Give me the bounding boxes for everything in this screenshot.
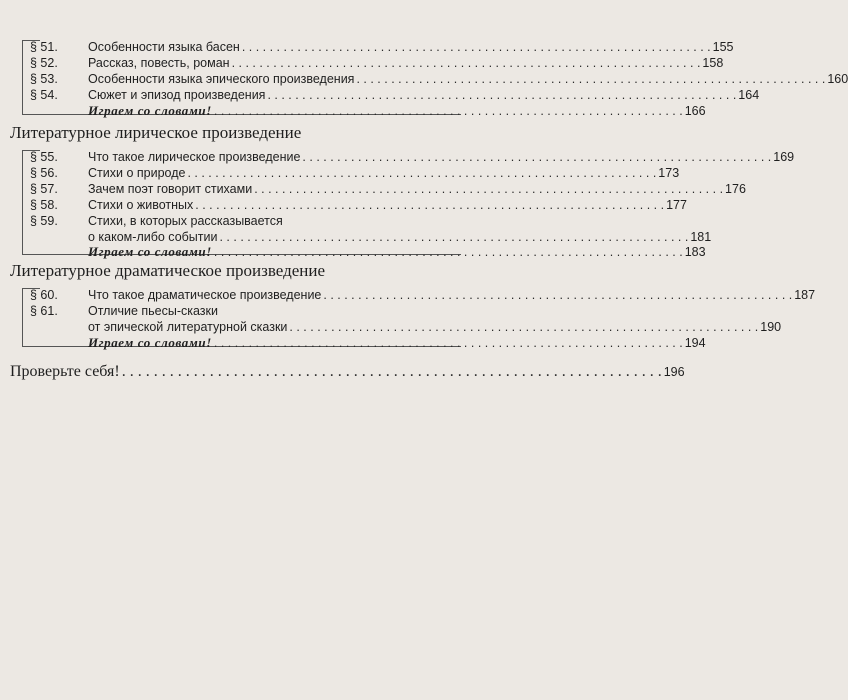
page-number: 169	[773, 150, 795, 164]
entry-title: Особенности языка басен	[88, 40, 240, 54]
entry-title: Сюжет и эпизод произведения	[88, 88, 266, 102]
page-number: 183	[684, 245, 706, 259]
page-number: 177	[666, 198, 687, 212]
entry-title: Что такое лирическое произведение	[88, 150, 301, 164]
entry-title: Особенности языка эпического произведения	[88, 72, 355, 86]
section-number: § 52.	[30, 56, 58, 70]
page-number: 158	[702, 56, 724, 70]
page-number: 164	[738, 88, 760, 102]
page-number: 181	[690, 230, 712, 244]
page-number: 173	[658, 166, 680, 180]
page-number: 160	[827, 72, 848, 86]
toc-row-final[interactable]	[10, 362, 685, 382]
entry-title: Стихи о животных	[88, 198, 194, 212]
entry-title: Рассказ, повесть, роман	[88, 56, 230, 70]
page-number: 194	[684, 336, 706, 350]
section-number: § 57.	[30, 182, 58, 196]
section-number: § 59.	[30, 214, 58, 228]
page-number: 155	[712, 40, 734, 54]
section-number: § 54.	[30, 88, 58, 102]
section-number: § 60.	[30, 288, 58, 302]
section-number: § 58.	[30, 198, 58, 212]
entry-title: о каком-либо событии	[88, 230, 218, 244]
toc-row[interactable]	[30, 102, 706, 120]
page-number: 176	[725, 182, 746, 196]
entry-title: Играем со словами!	[88, 244, 212, 259]
toc-row[interactable]	[30, 243, 706, 261]
page-number: 190	[760, 320, 782, 334]
dot-leader	[214, 243, 683, 261]
dot-leader	[122, 362, 662, 382]
entry-title: Отличие пьесы-сказки	[88, 304, 218, 318]
entry-title: Зачем поэт говорит стихами	[88, 182, 253, 196]
entry-title: Стихи о природе	[88, 166, 186, 180]
section-number: § 55.	[30, 150, 58, 164]
entry-title: от эпической литературной сказки	[88, 320, 288, 334]
entry-title: Проверьте себя!	[10, 363, 120, 380]
page-number: 196	[663, 365, 685, 379]
entry-title: Играем со словами!	[88, 335, 212, 350]
section-number: § 56.	[30, 166, 58, 180]
entry-title: Играем со словами!	[88, 103, 212, 118]
dot-leader	[214, 334, 683, 352]
dot-leader	[214, 102, 683, 120]
page-number: 187	[794, 288, 816, 302]
section-number: § 61.	[30, 304, 58, 318]
section-number: § 53.	[30, 72, 58, 86]
section-number: § 51.	[30, 40, 58, 54]
section-heading: Литературное драматическое произведение	[10, 261, 326, 280]
page-number: 166	[684, 104, 706, 118]
toc-row[interactable]	[30, 334, 706, 352]
entry-title: Что такое драматическое произведение	[88, 288, 322, 302]
entry-title: Стихи, в которых рассказывается	[88, 214, 283, 228]
section-heading: Литературное лирическое произведение	[10, 123, 302, 142]
